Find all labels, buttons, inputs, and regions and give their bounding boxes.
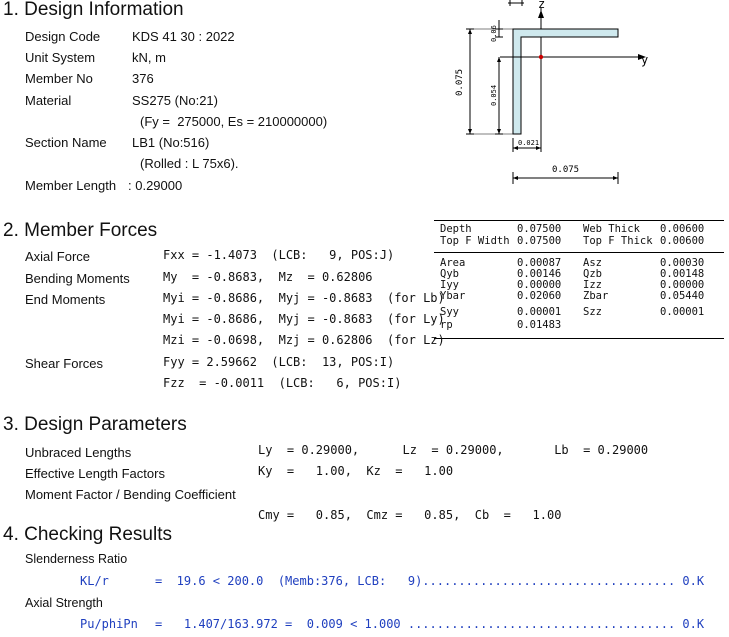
- section-name-value: LB1 (No:516): [132, 135, 210, 150]
- bending-label: Bending Moments: [25, 271, 130, 286]
- prop-topfthick-name: Top F Thick: [583, 235, 653, 247]
- props-mid-border: [434, 252, 724, 253]
- dim-thick: 0.021: [518, 139, 540, 147]
- prop-asz-val: 0.00030: [660, 257, 705, 269]
- slenderness-title: Slenderness Ratio: [25, 552, 128, 566]
- member-no-label: Member No: [25, 71, 93, 86]
- section-4-title: 4. Checking Results: [3, 524, 172, 545]
- prop-depth-val: 0.07500: [517, 223, 562, 235]
- slenderness-result: = 19.6 < 200.0 (Memb:376, LCB: 9)................................... 0.K: [155, 574, 705, 588]
- props-bottom-border: [434, 338, 724, 339]
- prop-qyb-name: Qyb: [440, 268, 459, 280]
- prop-topfwidth-name: Top F Width: [440, 235, 510, 247]
- prop-szz-name: Szz: [583, 306, 602, 318]
- bending-value: My = -0.8683, Mz = 0.62806: [163, 270, 373, 284]
- prop-izz-val: 0.00000: [660, 279, 705, 291]
- prop-syy-name: Syy: [440, 306, 459, 318]
- moment-factor-label: Moment Factor / Bending Coefficient: [25, 487, 236, 502]
- section-diagram: [440, 0, 729, 195]
- prop-qzb-val: 0.00148: [660, 268, 705, 280]
- member-no-value: 376: [132, 71, 154, 86]
- prop-webthick-name: Web Thick: [583, 223, 640, 235]
- prop-area-name: Area: [440, 257, 466, 269]
- unit-system-label: Unit System: [25, 50, 96, 65]
- prop-rp-val: 0.01483: [517, 319, 562, 331]
- dim-height: 0.075: [455, 68, 465, 96]
- section-1-title: 1. Design Information: [3, 0, 184, 20]
- unit-system-value: kN, m: [132, 50, 166, 65]
- unbraced-label: Unbraced Lengths: [25, 445, 132, 460]
- props-top-border: [434, 220, 724, 221]
- shear-forces-label: Shear Forces: [25, 356, 104, 371]
- section-name-label: Section Name: [25, 135, 107, 150]
- dim-width: 0.075: [552, 165, 580, 175]
- design-code-label: Design Code: [25, 29, 101, 44]
- prop-webthick-val: 0.00600: [660, 223, 705, 235]
- end-moments-ly: Myi = -0.8686, Myj = -0.8683 (for Ly): [163, 312, 445, 326]
- prop-iyy-val: 0.00000: [517, 279, 562, 291]
- moment-factor-value: Cmy = 0.85, Cmz = 0.85, Cb = 1.00: [258, 508, 562, 522]
- axial-strength-title: Axial Strength: [25, 596, 103, 610]
- prop-area-val: 0.00087: [517, 257, 562, 269]
- prop-depth-name: Depth: [440, 223, 472, 235]
- unbraced-value: Ly = 0.29000, Lz = 0.29000, Lb = 0.29000: [258, 443, 649, 457]
- dim-web: 0.054: [490, 84, 498, 106]
- design-code-value: KDS 41 30 : 2022: [132, 29, 235, 44]
- section-2-title: 2. Member Forces: [3, 220, 158, 241]
- prop-zbar-name: Zbar: [583, 290, 609, 302]
- prop-topfthick-val: 0.00600: [660, 235, 705, 247]
- prop-zbar-val: 0.05440: [660, 290, 705, 302]
- axial-strength-result: = 1.407/163.972 = 0.009 < 1.000 ..................................... 0.K: [155, 617, 705, 631]
- axial-force-value: Fxx = -1.4073 (LCB: 9, POS:J): [163, 248, 395, 262]
- material-label: Material: [25, 93, 72, 108]
- shear-fzz: Fzz = -0.0011 (LCB: 6, POS:I): [163, 376, 402, 390]
- axial-strength-lhs: Pu/phiPn: [80, 617, 138, 631]
- section-rolled: (Rolled : L 75x6).: [140, 156, 239, 171]
- prop-qyb-val: 0.00146: [517, 268, 562, 280]
- prop-ybar-name: Ybar: [440, 290, 466, 302]
- prop-iyy-name: Iyy: [440, 279, 459, 291]
- eff-length-label: Effective Length Factors: [25, 466, 165, 481]
- prop-szz-val: 0.00001: [660, 306, 705, 318]
- section-3-title: 3. Design Parameters: [3, 414, 187, 435]
- prop-asz-name: Asz: [583, 257, 602, 269]
- end-moments-lz: Mzi = -0.0698, Mzj = 0.62806 (for Lz): [163, 333, 445, 347]
- member-length-label: Member Length: [25, 178, 117, 193]
- y-axis-label: y: [641, 53, 649, 67]
- prop-syy-val: 0.00001: [517, 306, 562, 318]
- dim-top: 0.06: [490, 25, 498, 42]
- prop-izz-name: Izz: [583, 279, 602, 291]
- slenderness-lhs: KL/r: [80, 574, 109, 588]
- z-axis-label: z: [538, 0, 546, 11]
- member-length-value: : 0.29000: [128, 178, 183, 193]
- prop-ybar-val: 0.02060: [517, 290, 562, 302]
- material-props: (Fy = 275000, Es = 210000000): [140, 114, 328, 129]
- axial-force-label: Axial Force: [25, 249, 91, 264]
- prop-rp-name: rp: [440, 319, 453, 331]
- shear-fyy: Fyy = 2.59662 (LCB: 13, POS:I): [163, 355, 395, 369]
- prop-topfwidth-val: 0.07500: [517, 235, 562, 247]
- end-moments-lb: Myi = -0.8686, Myj = -0.8683 (for Lb): [163, 291, 445, 305]
- prop-qzb-name: Qzb: [583, 268, 602, 280]
- material-value: SS275 (No:21): [132, 93, 218, 108]
- centroid-marker: [539, 55, 543, 59]
- angle-section-shape: [513, 29, 618, 134]
- eff-length-value: Ky = 1.00, Kz = 1.00: [258, 464, 454, 478]
- end-moments-label: End Moments: [25, 292, 106, 307]
